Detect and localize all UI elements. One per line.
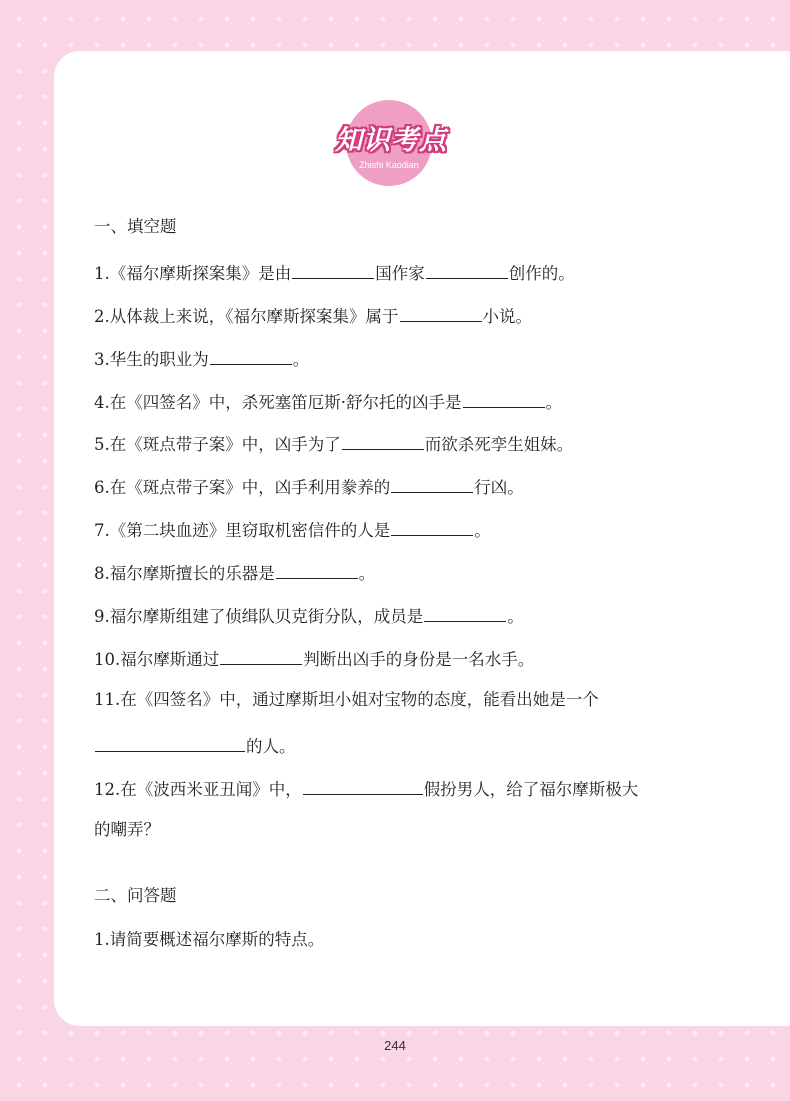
answer-blank[interactable]: [391, 474, 473, 493]
page-number: 244: [384, 1038, 406, 1053]
question-7: 7.《第二块血迹》里窃取机密信件的人是 。: [94, 517, 491, 542]
question-5: 5.在《斑点带子案》中，凶手为了 而欲杀死孪生姐妹。: [94, 431, 573, 456]
question-12: 12.在《波西米亚丑闻》中， 假扮男人，给了福尔摩斯极大: [94, 776, 638, 801]
question-9: 9.福尔摩斯组建了侦缉队贝克街分队，成员是 。: [94, 603, 524, 628]
badge-subtitle: Zhishi Kaodian: [359, 160, 419, 170]
answer-blank[interactable]: [276, 560, 358, 579]
question-10: 10.福尔摩斯通过 判断出凶手的身份是一名水手。: [94, 646, 534, 671]
question-11: 11.在《四签名》中，通过摩斯坦小姐对宝物的态度，能看出她是一个: [94, 690, 599, 709]
answer-blank[interactable]: [391, 517, 473, 536]
short-answer-heading: 二、问答题: [94, 886, 177, 905]
answer-blank[interactable]: [292, 260, 374, 279]
question-12-continued: 的嘲弄？: [94, 820, 160, 839]
question-11-continued: 的人。: [94, 733, 296, 758]
question-4: 4.在《四签名》中，杀死塞笛厄斯·舒尔托的凶手是 。: [94, 389, 562, 414]
short-answer-question-1: 1.请简要概述福尔摩斯的特点。: [94, 930, 325, 949]
answer-blank[interactable]: [400, 303, 482, 322]
question-2: 2.从体裁上来说，《福尔摩斯探案集》属于 小说。: [94, 303, 532, 328]
answer-blank[interactable]: [424, 603, 506, 622]
question-8: 8.福尔摩斯擅长的乐器是 。: [94, 560, 375, 585]
answer-blank[interactable]: [303, 776, 423, 795]
answer-blank[interactable]: [95, 733, 245, 752]
answer-blank[interactable]: [463, 389, 545, 408]
question-6: 6.在《斑点带子案》中，凶手利用豢养的 行凶。: [94, 474, 524, 499]
answer-blank[interactable]: [426, 260, 508, 279]
fill-blank-heading: 一、填空题: [94, 217, 177, 236]
badge-title: 知识考点: [335, 125, 447, 156]
answer-blank[interactable]: [342, 431, 424, 450]
question-1: 1.《福尔摩斯探案集》是由 国作家 创作的。: [94, 260, 575, 285]
answer-blank[interactable]: [220, 646, 302, 665]
question-3: 3.华生的职业为 。: [94, 346, 309, 371]
answer-blank[interactable]: [210, 346, 292, 365]
